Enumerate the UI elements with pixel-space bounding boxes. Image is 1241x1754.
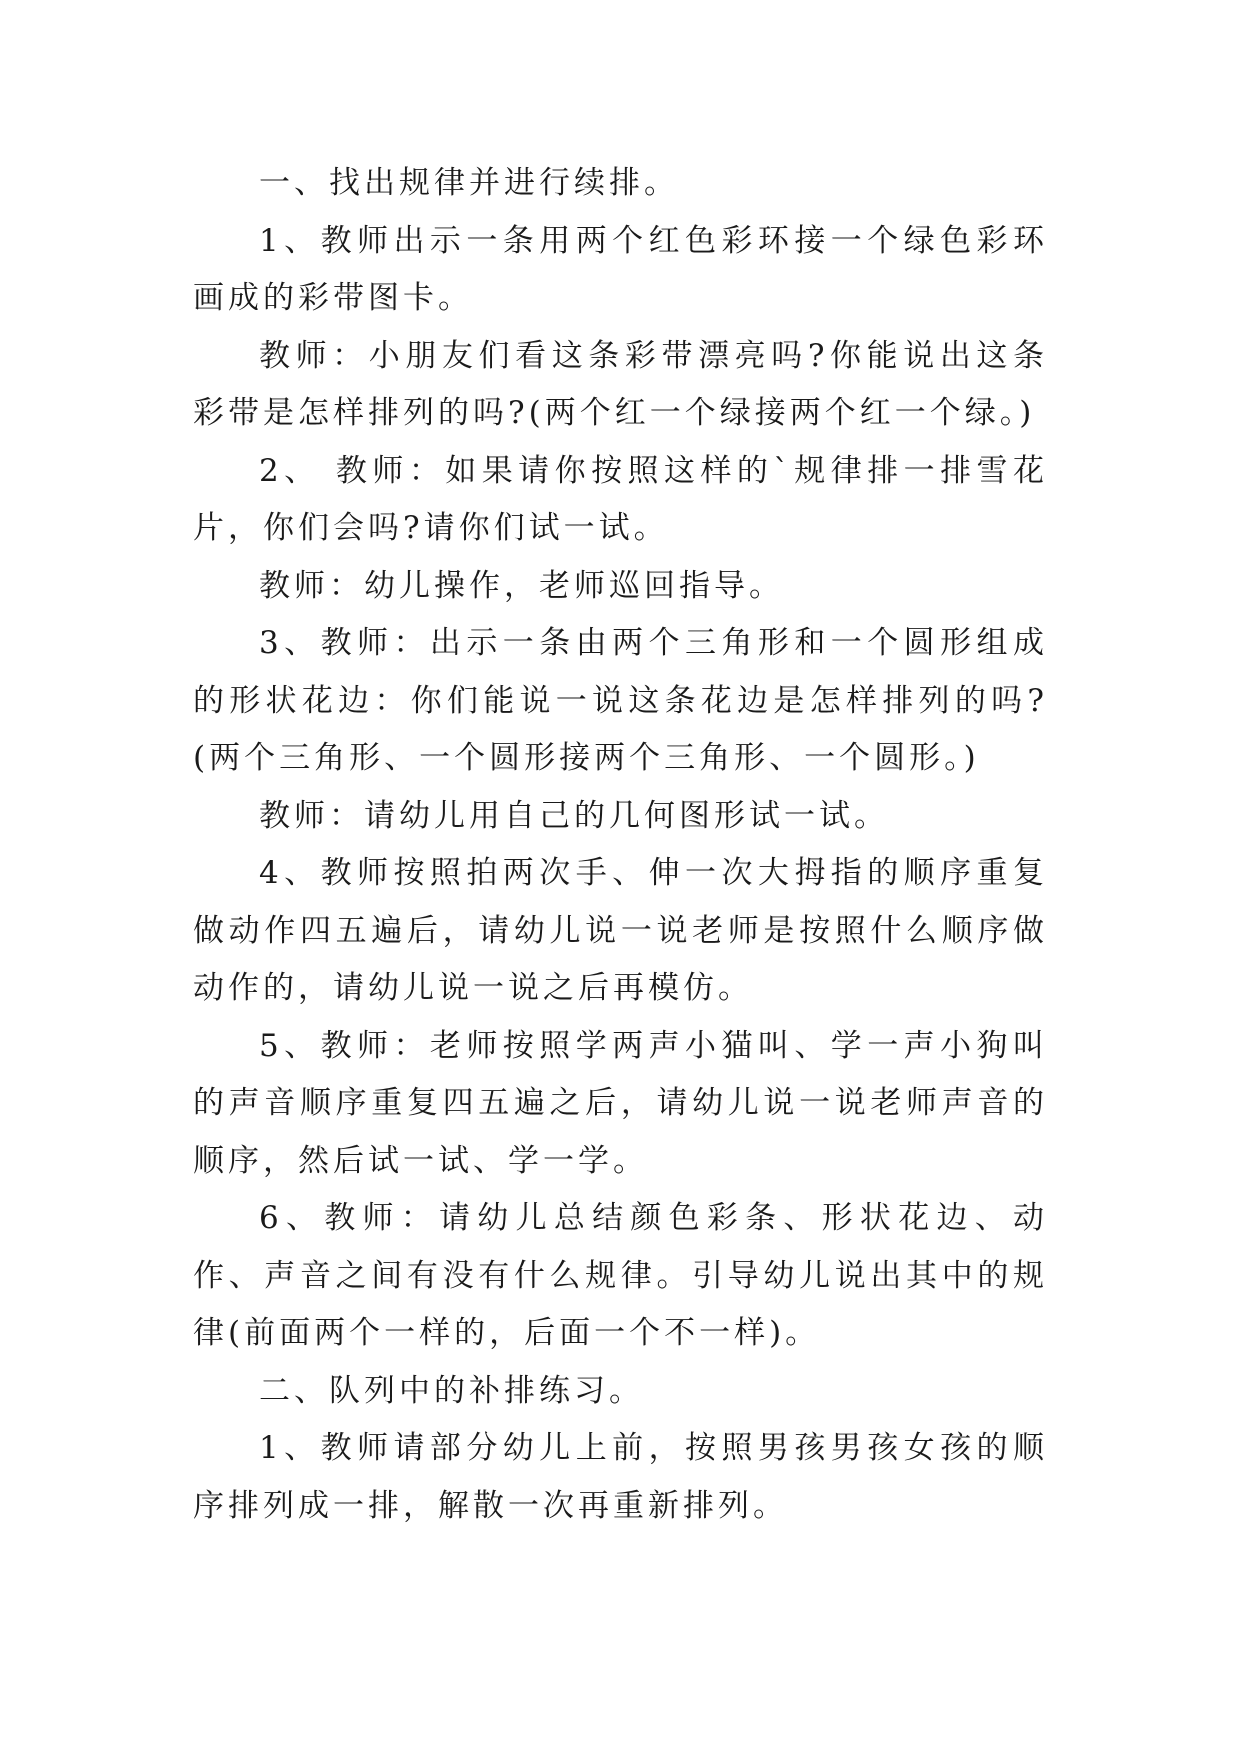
section-heading-1: 一、找出规律并进行续排。: [259, 165, 679, 201]
paragraph-teacher-question-1: 教师：小朋友们看这条彩带漂亮吗?你能说出这条彩带是怎样排列的吗?(两个红一个绿接两个红一个绿。): [193, 337, 1048, 431]
paragraph-step-2: 2、 教师：如果请你按照这样的`规律排一排雪花片，你们会吗?请你们试一试。: [193, 452, 1048, 546]
paragraph-teacher-operation: 教师：幼儿操作，老师巡回指导。: [259, 567, 784, 604]
paragraph-step-6: 6、教师：请幼儿总结颜色彩条、形状花边、动作、声音之间有没有什么规律。引导幼儿说出其中的规律(前面两个一样的，后面一个不一样)。: [193, 1200, 1048, 1351]
paragraph-teacher-geometry: 教师：请幼儿用自己的几何图形试一试。: [259, 797, 889, 834]
paragraph-step-1: 1、教师出示一条用两个红色彩环接一个绿色彩环画成的彩带图卡。: [193, 222, 1048, 316]
document-body: [193, 155, 1048, 1535]
section-heading-2: 二、队列中的补排练习。: [259, 1372, 644, 1409]
paragraph-queue-step-1: 1、教师请部分幼儿上前，按照男孩男孩女孩的顺序排列成一排，解散一次再重新排列。: [193, 1430, 1048, 1524]
paragraph-step-5: 5、教师：老师按照学两声小猫叫、学一声小狗叫的声音顺序重复四五遍之后，请幼儿说一说老师声音的顺序，然后试一试、学一学。: [193, 1027, 1048, 1179]
paragraph-step-3: 3、教师：出示一条由两个三角形和一个圆形组成的形状花边：你们能说一说这条花边是怎样排列的吗?(两个三角形、一个圆形接两个三角形、一个圆形。): [193, 625, 1048, 776]
paragraph-step-4: 4、教师按照拍两次手、伸一次大拇指的顺序重复做动作四五遍后，请幼儿说一说老师是按照什么顺序做动作的，请幼儿说一说之后再模仿。: [193, 855, 1048, 1006]
